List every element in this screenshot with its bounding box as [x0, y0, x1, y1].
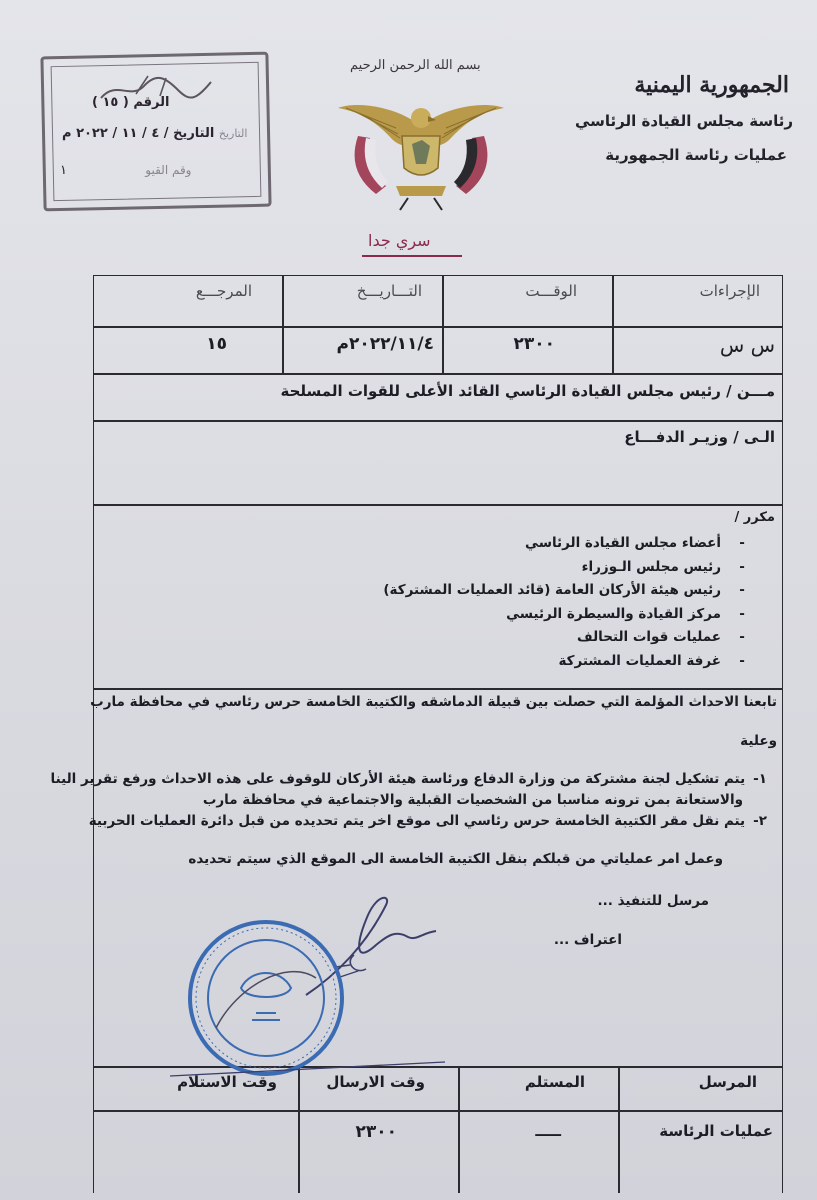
registry-date-value: / ٤ / ١١ / ٢٠٢٢ م	[62, 126, 169, 141]
footer-sender-header: المرسل	[698, 1073, 757, 1091]
list-item: - عمليات قوات التحالف	[383, 626, 753, 650]
column-divider	[298, 1066, 300, 1193]
operations-title: عمليات رئاسة الجمهورية	[605, 146, 787, 164]
body-order: وعمل امر عملياتي من قبلكم بنقل الكتيبة الخامسة الى الموقع الذي سيتم تحديده	[188, 851, 723, 867]
body-therefore: وعلية	[740, 733, 777, 749]
registry-attachments-value: ١	[60, 163, 67, 178]
table-divider	[93, 1110, 783, 1112]
registry-number-label: الرقم	[133, 95, 170, 110]
item-text: يتم تشكيل لجنة مشتركة من وزارة الدفاع ورئاسة هيئة الأركان للوقوف على هذه الاحداث ورفع تقرير الينا	[50, 771, 746, 787]
cc-label: مكرر /	[734, 510, 775, 525]
cc-list	[383, 532, 753, 673]
column-divider	[612, 275, 614, 374]
registry-number-value: ( ١٥ )	[92, 95, 129, 110]
registry-attachments	[60, 163, 191, 178]
header-actions: الإجراءات	[699, 282, 760, 300]
list-item: - أعضاء مجلس القيادة الرئاسي	[383, 532, 753, 556]
footer-receiver-header: المستلم	[524, 1073, 585, 1091]
reference-value: ١٥	[206, 334, 227, 354]
sent-for-execution: مرسل للتنفيذ ...	[597, 893, 709, 909]
actions-value: س س	[719, 333, 775, 357]
date-value: ٢٠٢٢/١١/٤م	[336, 334, 434, 354]
column-divider	[282, 275, 284, 374]
column-divider	[442, 275, 444, 374]
column-divider	[458, 1066, 460, 1193]
body-item-1	[51, 771, 767, 787]
item-text: يتم نقل مقر الكتيبة الخامسة حرس رئاسي الى موقع اخر يتم تحديده من قبل دائرة العمليات الحربية	[88, 813, 746, 829]
footer-receiver-value: ـــــ	[535, 1122, 561, 1140]
column-divider	[618, 1066, 620, 1193]
official-round-stamp	[186, 918, 346, 1078]
classification-underline	[362, 255, 462, 257]
body-item-1-cont: والاستعانة بمن ترونه مناسبا من الشخصيات القبلية والاجتماعية في محافظة مارب	[202, 792, 743, 808]
table-divider	[93, 326, 783, 328]
footer-send-time-header: وقت الارسال	[326, 1073, 425, 1091]
footer-send-time-value: ٢٣٠٠	[355, 1122, 397, 1142]
acknowledge: اعتراف ...	[553, 932, 622, 948]
header-date: التـــاريـــخ	[356, 282, 422, 300]
to-line: الـى / وزيـر الدفـــاع	[624, 428, 775, 446]
registry-attachments-label: وقم القيو	[145, 163, 192, 177]
registry-number	[92, 95, 169, 110]
table-divider	[93, 373, 783, 375]
list-item: - مركز القيادة والسيطرة الرئيسي	[383, 603, 753, 627]
basmala: بسم الله الرحمن الرحيم	[350, 58, 481, 73]
body-item-2	[89, 813, 767, 829]
list-item: - رئيس مجلس الـوزراء	[383, 556, 753, 580]
registry-date	[62, 126, 247, 141]
registry-date-label: التاريخ	[173, 126, 215, 141]
item-number: ٢-	[753, 813, 767, 829]
council-title: رئاسة مجلس القيادة الرئاسي	[574, 112, 793, 130]
table-divider	[93, 420, 783, 422]
footer-sender-value: عمليات الرئاسة	[659, 1122, 773, 1140]
list-item: - رئيس هيئة الأركان العامة (قائد العمليات المشتركة)	[383, 579, 753, 603]
time-value: ٢٣٠٠	[513, 334, 555, 354]
table-divider	[93, 688, 783, 690]
footer-receive-time-header: وقت الاستلام	[177, 1073, 277, 1091]
classification-label: سري جدا	[368, 231, 431, 250]
header-reference: المرجـــع	[195, 282, 252, 300]
item-number: ١-	[753, 771, 767, 787]
republic-title: الجمهورية اليمنية	[634, 72, 789, 98]
header-time: الوقـــت	[525, 282, 577, 300]
from-line: مـــن / رئيس مجلس القيادة الرئاسي القائد الأعلى للقوات المسلحة	[280, 382, 775, 400]
body-intro: تابعنا الاحداث المؤلمة التي حصلت بين قبيلة الدماشقه والكتيبة الخامسة حرس رئاسي في محافظة مارب	[90, 694, 777, 710]
registry-faint-label: التاريخ	[218, 127, 248, 140]
list-item: - غرفة العمليات المشتركة	[383, 650, 753, 674]
yemen-eagle-emblem-icon	[336, 86, 506, 211]
table-divider	[93, 504, 783, 506]
